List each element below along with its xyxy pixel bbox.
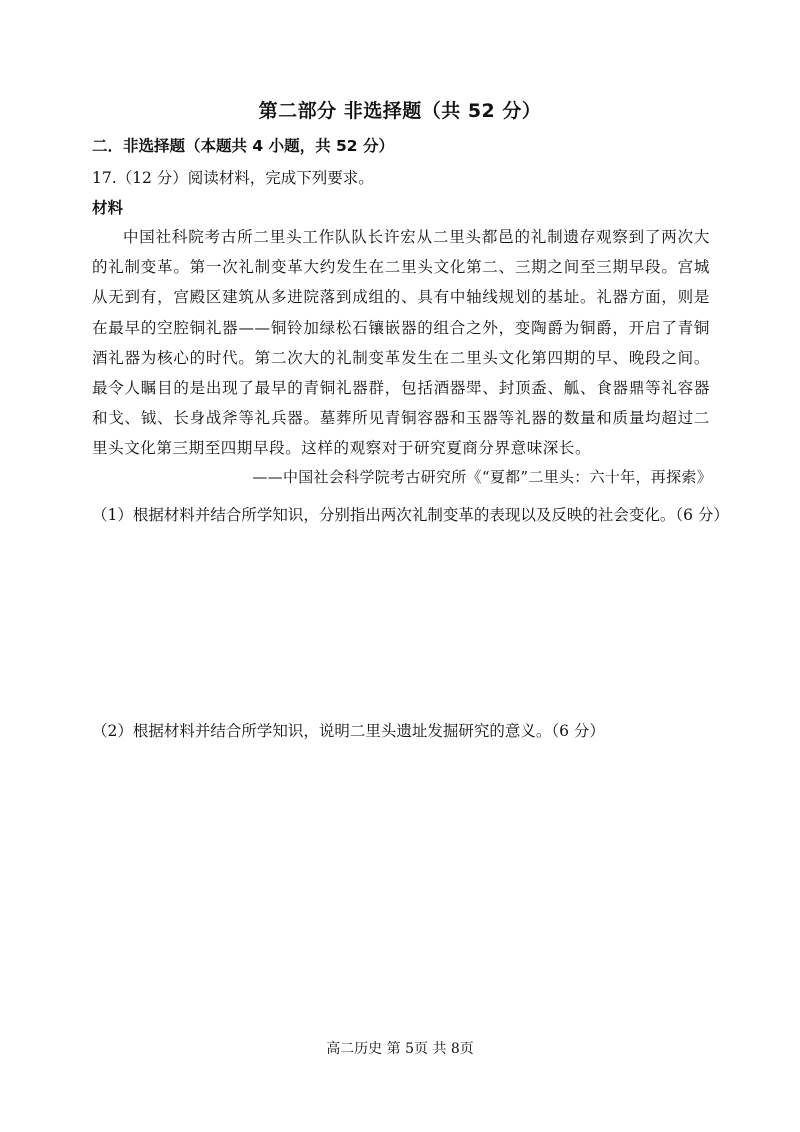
material-passage: 中国社科院考古所二里头工作队队长许宏从二里头都邑的礼制遗存观察到了两次大的礼制变革。第一次礼制变革大约发生在二里头文化第二、三期之间至三期早段。宫城从无到有，宫殿区建筑从多进院落到成组的、具有中轴线规划的基址。礼器方面，则是在最早的空腔铜礼器——铜铃加绿松石镶嵌器的组合之外，变陶爵为铜爵，开启了青铜酒礼器为核心的时代。第二次大的礼制变革发生在二里头文化第四期的早、晚段之间。最令人瞩目的是出现了最早的青铜礼器群，包括酒器斝、封顶盉、觚、食器鼎等礼容器和戈、钺、长身战斧等礼兵器。墓葬所见青铜容器和玉器等礼器的数量和质量均超过二里头文化第三期至四期早段。这样的观察对于研究夏商分界意味深长。 [92,228,710,458]
page-footer: 高二历史 第 5页 共 8页 [326,1041,474,1057]
material-source: ——中国社会科学院考古研究所《“夏都”二里头：六十年，再探索》 [252,468,712,486]
sub-question-1: （1）根据材料并结合所学知识，分别指出两次礼制变革的表现以及反映的社会变化。（6 分） [92,506,729,524]
part-title: 第二部分 非选择题（共 52 分） [258,100,542,122]
section-heading: 二．非选择题（本题共 4 小题，共 52 分） [92,137,394,155]
sub-question-2: （2）根据材料并结合所学知识，说明二里头遗址发掘研究的意义。（6 分） [92,722,605,740]
question-intro: 17.（12 分）阅读材料，完成下列要求。 [92,169,374,187]
material-label: 材料 [92,198,124,217]
